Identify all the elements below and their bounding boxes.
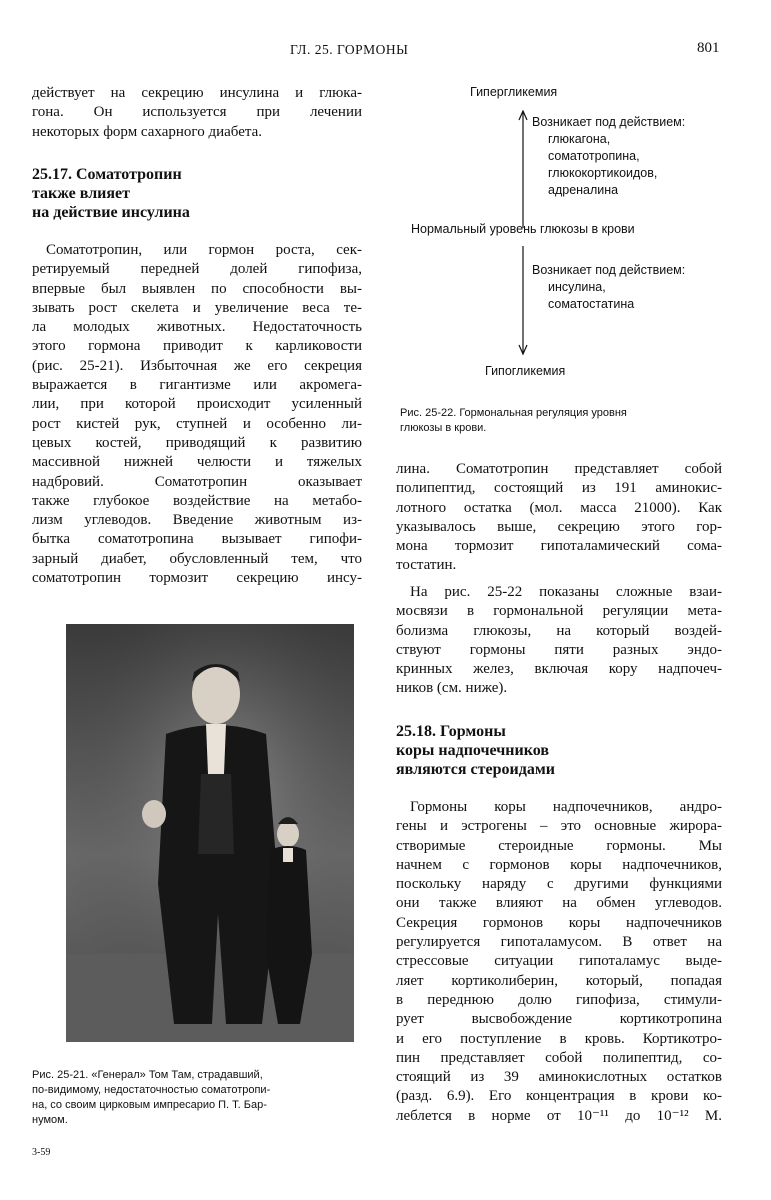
text-line: регулируется гипоталамусом. В ответ на	[396, 934, 722, 951]
text-line: лизм углеводов. Введение животным из-	[32, 512, 362, 529]
diagram-normal-level-label: Нормальный уровень глюкозы в крови	[411, 222, 635, 236]
text-line: стрессовые ситуации гипоталамус выде-	[396, 953, 722, 970]
text-line: они также влияют на обмен углеводов.	[396, 895, 722, 912]
text-line: Соматотропин, или гормон роста, сек-	[46, 242, 362, 258]
diagram-upper-group	[532, 114, 752, 199]
upper-item: адреналина	[548, 183, 619, 197]
text-line: зывать рост скелета и увеличение веса те-	[32, 299, 362, 316]
text-line: бытка соматотропина вызывает гипофи-	[32, 531, 362, 548]
text-line: рост кистей рук, ступней и особенно ли-	[32, 415, 362, 432]
text-line: лотного остатка (мол. масса 21000). Как	[396, 499, 722, 516]
text-line: в переднюю долю гипофиза, стимули-	[396, 991, 722, 1008]
text-line: Гормоны коры надпочечников, андро-	[410, 799, 722, 815]
figure-25-21-photo	[66, 624, 354, 1042]
text-line: соматотропин тормозит секрецию инсу-	[32, 570, 362, 587]
text-line: выражается в гигантизме или акромега-	[32, 377, 362, 394]
upper-heading: Возникает под действием:	[532, 115, 686, 129]
lower-item: инсулина,	[548, 280, 606, 294]
body-paragraph-somatotropin	[32, 241, 362, 588]
text-line: ников (см. ниже).	[396, 680, 508, 697]
caption-line: по-видимому, недостаточностью соматотропи-	[32, 1084, 271, 1096]
text-line: ляет кортиколиберин, который, попадая	[396, 972, 722, 989]
text-line: цевых костей, приводящий к развитию	[32, 434, 362, 451]
caption-line: Рис. 25-22. Гормональная регуляция уровня	[400, 407, 627, 419]
text-line: (рис. 25-21). Избыточная же его секреция	[32, 357, 362, 374]
caption-line: нумом.	[32, 1114, 68, 1126]
text-line: некоторых форм сахарного диабета.	[32, 123, 263, 140]
section-heading-25-17	[32, 165, 362, 222]
caption-line: на, со своим цирковым импресарио П. Т. Бар-	[32, 1099, 267, 1111]
text-line: гона. Он используется при лечении	[32, 104, 362, 121]
running-title: ГЛ. 25. ГОРМОНЫ	[290, 42, 409, 57]
text-line: зарный диабет, обусловленный тем, что	[32, 550, 362, 567]
text-line: На рис. 25-22 показаны сложные взаи-	[410, 584, 722, 600]
text-line: действует на секрецию инсулина и глюка-	[32, 85, 362, 101]
text-line: также глубокое воздействие на метабо-	[32, 492, 362, 509]
diagram-hyperglycemia-label: Гипергликемия	[470, 85, 558, 99]
heading-line: 25.17. Соматотропин	[32, 166, 182, 183]
diagram-hypoglycemia-label: Гипогликемия	[485, 364, 566, 378]
body-paragraph-adrenal	[396, 798, 722, 1126]
diagram-lower-group	[532, 262, 752, 313]
text-line: гены и эстрогены – это основные жирора-	[396, 818, 722, 835]
text-line: лина. Соматотропин представляет собой	[396, 461, 722, 477]
text-line: пин представляет собой полипептид, со-	[396, 1049, 722, 1066]
text-line: мона тормозит гипоталамический сома-	[396, 538, 722, 555]
text-line: тостатин.	[396, 557, 457, 574]
page-number: 801	[697, 40, 720, 56]
body-paragraph-regulation	[396, 583, 722, 699]
text-line: рует высвобождение кортикотропина	[396, 1011, 722, 1028]
text-line: надбровий. Соматотропин оказывает	[32, 473, 362, 490]
text-line: ствуют гормоны пяти разных эндо-	[396, 641, 722, 658]
text-line: мосвязи в гормональной регуляции мета-	[396, 603, 722, 620]
photo-illustration	[66, 624, 354, 1042]
section-heading-25-18	[396, 722, 722, 779]
intro-paragraph	[32, 84, 362, 142]
text-line: указывалось выше, секрецию этого гор-	[396, 518, 722, 535]
figure-25-21-caption	[32, 1068, 362, 1128]
lower-item: соматостатина	[548, 297, 635, 311]
text-line: леблется в норме от 10⁻¹¹ до 10⁻¹² М.	[396, 1107, 722, 1124]
caption-line: глюкозы в крови.	[400, 422, 487, 434]
down-arrow	[518, 244, 528, 356]
heading-line: коры надпочечников	[396, 742, 549, 759]
text-line: и его поступление в кровь. Кортикотро-	[396, 1030, 722, 1047]
upper-item: глюкокортикоидов,	[548, 166, 658, 180]
text-line: кринных желез, включая кору надпочеч-	[396, 661, 722, 678]
up-arrow	[518, 110, 528, 230]
text-line: впервые был выявлен по способности вы-	[32, 280, 362, 297]
heading-line: являются стероидами	[396, 761, 555, 778]
figure-25-22-caption	[400, 406, 740, 436]
upper-item: соматотропина,	[548, 149, 640, 163]
body-paragraph-polypeptide	[396, 460, 722, 576]
text-line: ретируемый передней долей гипофиза,	[32, 261, 362, 278]
text-line: массивной нижней челюсти и тяжелых	[32, 454, 362, 471]
text-line: болизма глюкозы, на который воздей-	[396, 622, 722, 639]
text-line: этого гормона приводит к карликовости	[32, 338, 362, 355]
text-line: ла молодых животных. Недостаточность	[32, 319, 362, 336]
upper-item: глюкагона,	[548, 132, 611, 146]
heading-line: 25.18. Гормоны	[396, 723, 506, 740]
lower-heading: Возникает под действием:	[532, 263, 686, 277]
caption-line: Рис. 25-21. «Генерал» Том Там, страдавший,	[32, 1069, 263, 1081]
text-line: лии, при которой происходит усиленный	[32, 396, 362, 413]
signature-mark: 3-59	[32, 1147, 51, 1158]
text-line: стоящий из 39 аминокислотных остатков	[396, 1069, 722, 1086]
heading-line: также влияет	[32, 185, 131, 202]
heading-line: на действие инсулина	[32, 204, 190, 221]
text-line: (разд. 6.9). Его концентрация в крови ко-	[396, 1088, 722, 1105]
text-line: поскольку наряду с другими функциями	[396, 876, 722, 893]
text-line: полипептид, состоящий из 191 аминокис-	[396, 480, 722, 497]
text-line: створимые стероидные гормоны. Мы	[396, 837, 722, 854]
text-line: начнем с гормонов коры надпочечников,	[396, 856, 722, 873]
text-line: Секреция гормонов коры надпочечников	[396, 914, 722, 931]
